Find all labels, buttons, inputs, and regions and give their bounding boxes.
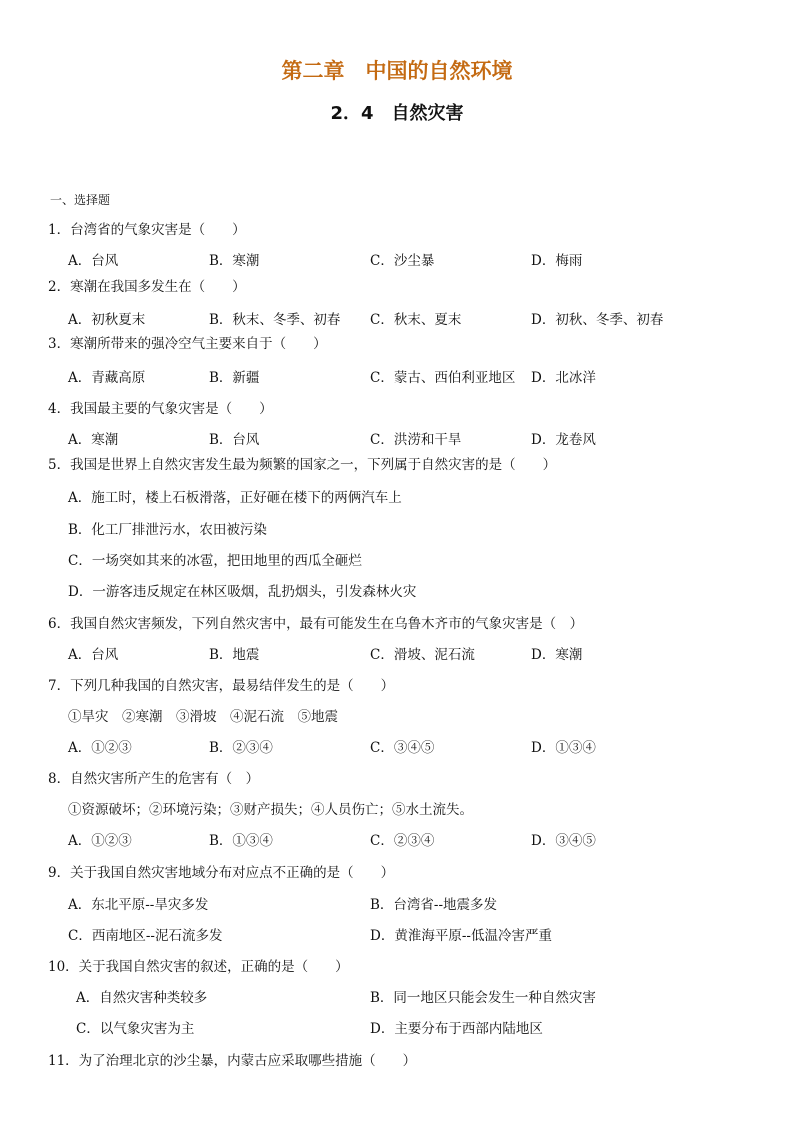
part-title: 一、选择题 — [50, 193, 111, 207]
question-8-option-a: A．①②③ — [68, 833, 132, 849]
question-9-option-d: D．黄淮海平原--低温冷害严重 — [370, 928, 552, 944]
question-1-option-a: A．台风 — [68, 253, 119, 269]
question-11-stem: 11．为了治理北京的沙尘暴，内蒙古应采取哪些措施（ ） — [48, 1053, 417, 1069]
question-9-option-c: C．西南地区--泥石流多发 — [68, 928, 223, 944]
question-10-option-c: C．以气象灾害为主 — [76, 1021, 195, 1037]
question-3-option-b: B．新疆 — [209, 370, 260, 386]
question-7-sub: ①旱灾 ②寒潮 ③滑坡 ④泥石流 ⑤地震 — [68, 709, 338, 725]
question-1-option-b: B．寒潮 — [209, 253, 260, 269]
question-5-option-a: A．施工时，楼上石板滑落，正好砸在楼下的两俩汽车上 — [68, 490, 402, 506]
question-2-stem: 2．寒潮在我国多发生在（ ） — [48, 279, 246, 295]
question-4-option-c: C．洪涝和干旱 — [370, 432, 462, 448]
question-6-option-a: A．台风 — [68, 647, 119, 663]
question-2-option-b: B．秋末、冬季、初春 — [209, 312, 341, 328]
question-8-sub: ①资源破坏；②环境污染；③财产损失；④人员伤亡；⑤水土流失。 — [68, 802, 473, 818]
question-3-option-d: D．北冰洋 — [531, 370, 596, 386]
question-3-stem: 3．寒潮所带来的强冷空气主要来自于（ ） — [48, 336, 327, 352]
question-5-option-b: B．化工厂排泄污水，农田被污染 — [68, 522, 267, 538]
question-2-option-d: D．初秋、冬季、初春 — [531, 312, 664, 328]
question-7-option-a: A．①②③ — [68, 740, 132, 756]
question-10-option-d: D．主要分布于西部内陆地区 — [370, 1021, 543, 1037]
question-10-option-a: A．自然灾害种类较多 — [76, 990, 208, 1006]
question-6-option-c: C．滑坡、泥石流 — [370, 647, 475, 663]
question-6-stem: 6．我国自然灾害频发，下列自然灾害中，最有可能发生在乌鲁木齐市的气象灾害是（ ） — [48, 616, 584, 632]
question-7-stem: 7．下列几种我国的自然灾害，最易结伴发生的是（ ） — [48, 678, 395, 694]
question-8-option-c: C．②③④ — [370, 833, 435, 849]
question-9-option-a: A．东北平原--旱灾多发 — [68, 897, 209, 913]
question-5-option-d: D．一游客违反规定在林区吸烟，乱扔烟头，引发森林火灾 — [68, 584, 417, 600]
question-4-option-d: D．龙卷风 — [531, 432, 596, 448]
question-10-option-b: B．同一地区只能会发生一种自然灾害 — [370, 990, 596, 1006]
question-7-option-d: D．①③④ — [531, 740, 596, 756]
question-6-option-d: D．寒潮 — [531, 647, 583, 663]
question-4-option-b: B．台风 — [209, 432, 260, 448]
question-8-option-d: D．③④⑤ — [531, 833, 596, 849]
question-1-stem: 1．台湾省的气象灾害是（ ） — [48, 222, 246, 238]
question-3-option-a: A．青藏高原 — [68, 370, 146, 386]
question-1-option-c: C．沙尘暴 — [370, 253, 435, 269]
question-4-stem: 4．我国最主要的气象灾害是（ ） — [48, 401, 273, 417]
question-9-stem: 9．关于我国自然灾害地域分布对应点不正确的是（ ） — [48, 865, 395, 881]
section-title: 2．4 自然灾害 — [330, 103, 464, 124]
question-8-stem: 8．自然灾害所产生的危害有（ ） — [48, 771, 260, 787]
question-5-stem: 5．我国是世界上自然灾害发生最为频繁的国家之一，下列属于自然灾害的是（ ） — [48, 457, 557, 473]
question-6-option-b: B．地震 — [209, 647, 260, 663]
question-10-stem: 10．关于我国自然灾害的叙述，正确的是（ ） — [48, 959, 349, 975]
question-2-option-a: A．初秋夏末 — [68, 312, 146, 328]
chapter-title: 第二章 中国的自然环境 — [281, 59, 513, 83]
question-7-option-c: C．③④⑤ — [370, 740, 435, 756]
question-9-option-b: B．台湾省--地震多发 — [370, 897, 498, 913]
question-4-option-a: A．寒潮 — [68, 432, 119, 448]
question-7-option-b: B．②③④ — [209, 740, 273, 756]
question-1-option-d: D．梅雨 — [531, 253, 583, 269]
question-8-option-b: B．①③④ — [209, 833, 273, 849]
question-2-option-c: C．秋末、夏末 — [370, 312, 462, 328]
question-5-option-c: C．一场突如其来的冰雹，把田地里的西瓜全砸烂 — [68, 553, 362, 569]
question-3-option-c: C．蒙古、西伯利亚地区 — [370, 370, 516, 386]
